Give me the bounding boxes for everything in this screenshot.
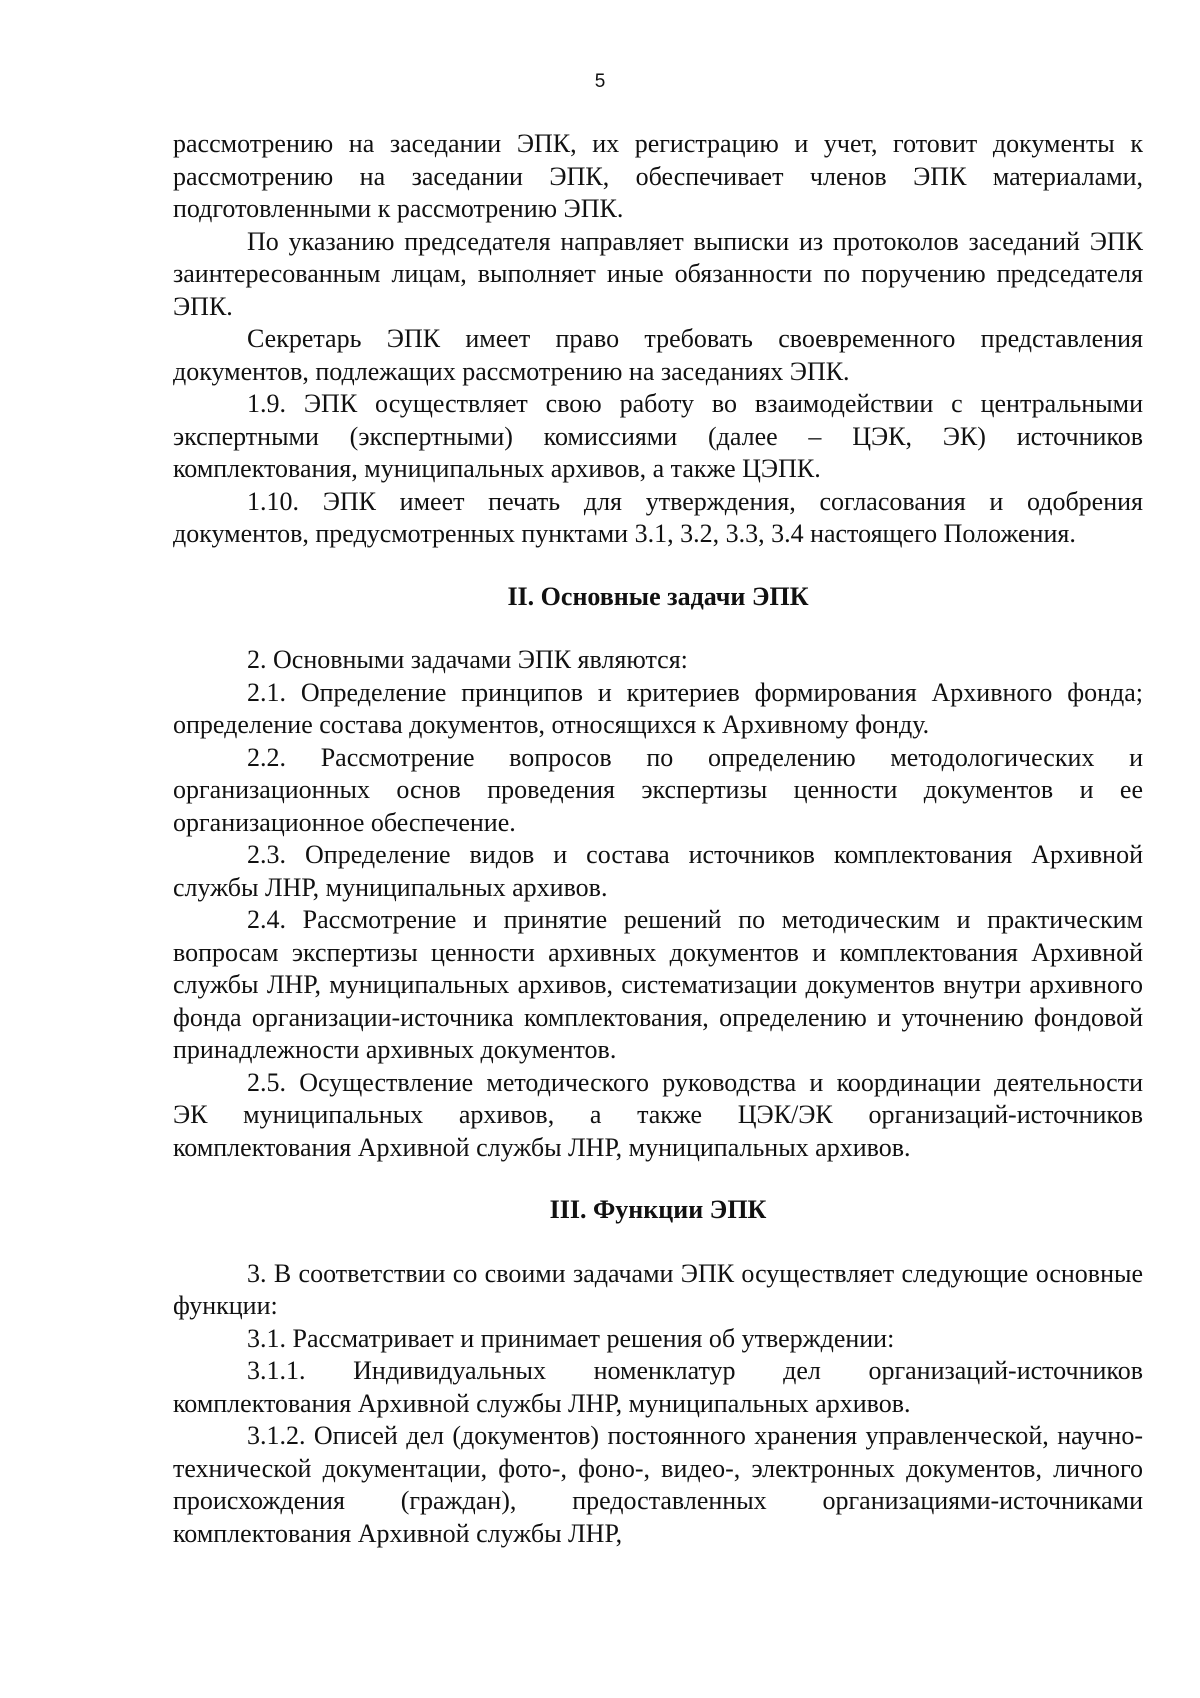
paragraph: 1.9. ЭПК осуществляет свою работу во взаимодействии с центральными экспертными (экспертными) комиссиями (далее – ЦЭК, ЭК) источников комплектования, муниципальных архивов, а также ЦЭПК.	[173, 389, 1143, 483]
section-heading-3: III. Функции ЭПК	[549, 1195, 767, 1224]
paragraph: 2.1. Определение принципов и критериев формирования Архивного фонда; определение состава документов, относящихся к Архивному фонду.	[173, 677, 1143, 739]
paragraph: 2. Основными задачами ЭПК являются:	[247, 645, 688, 674]
document-body	[173, 128, 1143, 1550]
paragraph: 3.1.2. Описей дел (документов) постоянного хранения управленческой, научно-технической документации, фото-, фоно-, видео-, электронных документов, личного происхождения (граждан), предоставленных организациями-источниками комплектования Архивной службы ЛНР,	[173, 1421, 1143, 1548]
paragraph: 2.5. Осуществление методического руководства и координации деятельности ЭК муниципальных архивов, а также ЦЭК/ЭК организаций-источников комплектования Архивной службы ЛНР, муниципальных архивов.	[173, 1067, 1143, 1162]
paragraph: 2.2. Рассмотрение вопросов по определению методологических и организационных основ проведения экспертизы ценности документов и ее организационное обеспечение.	[173, 742, 1143, 837]
paragraph: 2.3. Определение видов и состава источников комплектования Архивной службы ЛНР, муниципальных архивов.	[173, 840, 1143, 902]
paragraph: 3. В соответствии со своими задачами ЭПК осуществляет следующие основные функции:	[173, 1258, 1143, 1320]
paragraph: 2.4. Рассмотрение и принятие решений по методическим и практическим вопросам экспертизы ценности архивных документов и комплектования Архивной службы ЛНР, муниципальных архивов, систематизации документов внутри архивного фонда организации-источника комплектования, определению и уточнению фондовой принадлежности архивных документов.	[173, 905, 1143, 1064]
paragraph: 1.10. ЭПК имеет печать для утверждения, согласования и одобрения документов, предусмотренных пунктами 3.1, 3.2, 3.3, 3.4 настоящего Положения.	[173, 486, 1143, 548]
paragraph: По указанию председателя направляет выписки из протоколов заседаний ЭПК заинтересованным лицам, выполняет иные обязанности по поручению председателя ЭПК.	[173, 226, 1143, 321]
paragraph: Секретарь ЭПК имеет право требовать своевременного представления документов, подлежащих рассмотрению на заседаниях ЭПК.	[173, 324, 1143, 386]
section-heading-2: II. Основные задачи ЭПК	[507, 581, 809, 611]
paragraph: 3.1. Рассматривает и принимает решения об утверждении:	[247, 1323, 895, 1353]
paragraph: рассмотрению на заседании ЭПК, их регистрацию и учет, готовит документы к рассмотрению на заседании ЭПК, обеспечивает членов ЭПК материалами, подготовленными к рассмотрению ЭПК.	[173, 129, 1143, 223]
paragraph: 3.1.1. Индивидуальных номенклатур дел организаций-источников комплектования Архивной службы ЛНР, муниципальных архивов.	[173, 1356, 1143, 1418]
page-number: 5	[594, 71, 606, 92]
